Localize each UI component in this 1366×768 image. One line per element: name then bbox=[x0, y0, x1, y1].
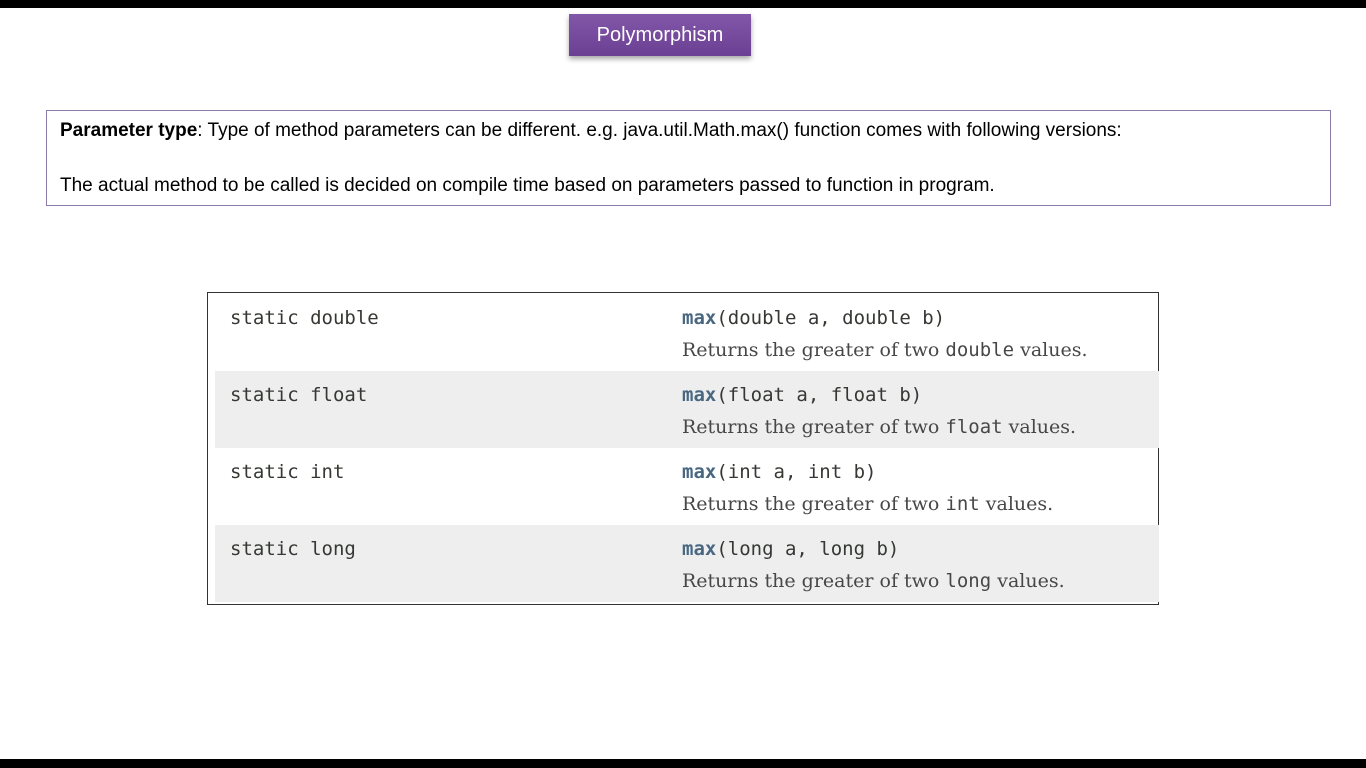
method-description bbox=[682, 493, 1053, 515]
method-description bbox=[682, 416, 1076, 438]
bottom-border-bar bbox=[0, 759, 1366, 768]
method-signature bbox=[682, 461, 876, 483]
method-name-link[interactable]: max bbox=[682, 307, 717, 329]
table-row bbox=[215, 294, 1159, 371]
method-signature bbox=[682, 538, 899, 560]
slide-title: Polymorphism bbox=[569, 14, 751, 56]
method-params: (long a, long b) bbox=[716, 538, 900, 560]
method-description bbox=[682, 570, 1065, 592]
description-type: double bbox=[945, 339, 1015, 361]
description-type: long bbox=[945, 570, 992, 592]
description-suffix: values. bbox=[1014, 339, 1088, 361]
description-type: float bbox=[945, 416, 1003, 438]
method-name-link[interactable]: max bbox=[682, 384, 717, 406]
description-box bbox=[46, 110, 1331, 206]
description-prefix: Returns the greater of two bbox=[682, 416, 946, 438]
description-prefix: Returns the greater of two bbox=[682, 493, 946, 515]
description-suffix: values. bbox=[979, 493, 1054, 515]
description-suffix: values. bbox=[1002, 416, 1077, 438]
method-params: (float a, float b) bbox=[716, 384, 923, 406]
modifier-type-cell: static long bbox=[230, 538, 356, 560]
modifier-type-cell: static float bbox=[230, 384, 368, 406]
modifier-type-cell: static int bbox=[230, 461, 345, 483]
method-description bbox=[682, 339, 1088, 361]
table-row bbox=[215, 448, 1159, 525]
description-line-2: The actual method to be called is decided on compile time based on parameters passed to function in program. bbox=[60, 175, 995, 196]
method-signature bbox=[682, 307, 945, 329]
method-summary-table bbox=[207, 292, 1159, 605]
method-params: (int a, int b) bbox=[716, 461, 877, 483]
description-line-1 bbox=[60, 120, 1122, 142]
method-params: (double a, double b) bbox=[716, 307, 946, 329]
table-row bbox=[215, 525, 1159, 602]
description-prefix: Returns the greater of two bbox=[682, 570, 946, 592]
description-suffix: values. bbox=[991, 570, 1065, 592]
description-prefix: Returns the greater of two bbox=[682, 339, 946, 361]
description-line-1-text: : Type of method parameters can be different. e.g. java.util.Math.max() function comes with following versions: bbox=[197, 120, 1122, 141]
description-type: int bbox=[945, 493, 980, 515]
parameter-type-label: Parameter type bbox=[60, 120, 198, 141]
method-signature bbox=[682, 384, 922, 406]
method-name-link[interactable]: max bbox=[682, 461, 717, 483]
modifier-type-cell: static double bbox=[230, 307, 379, 329]
method-name-link[interactable]: max bbox=[682, 538, 717, 560]
top-border-bar bbox=[0, 0, 1366, 8]
table-row bbox=[215, 371, 1159, 448]
